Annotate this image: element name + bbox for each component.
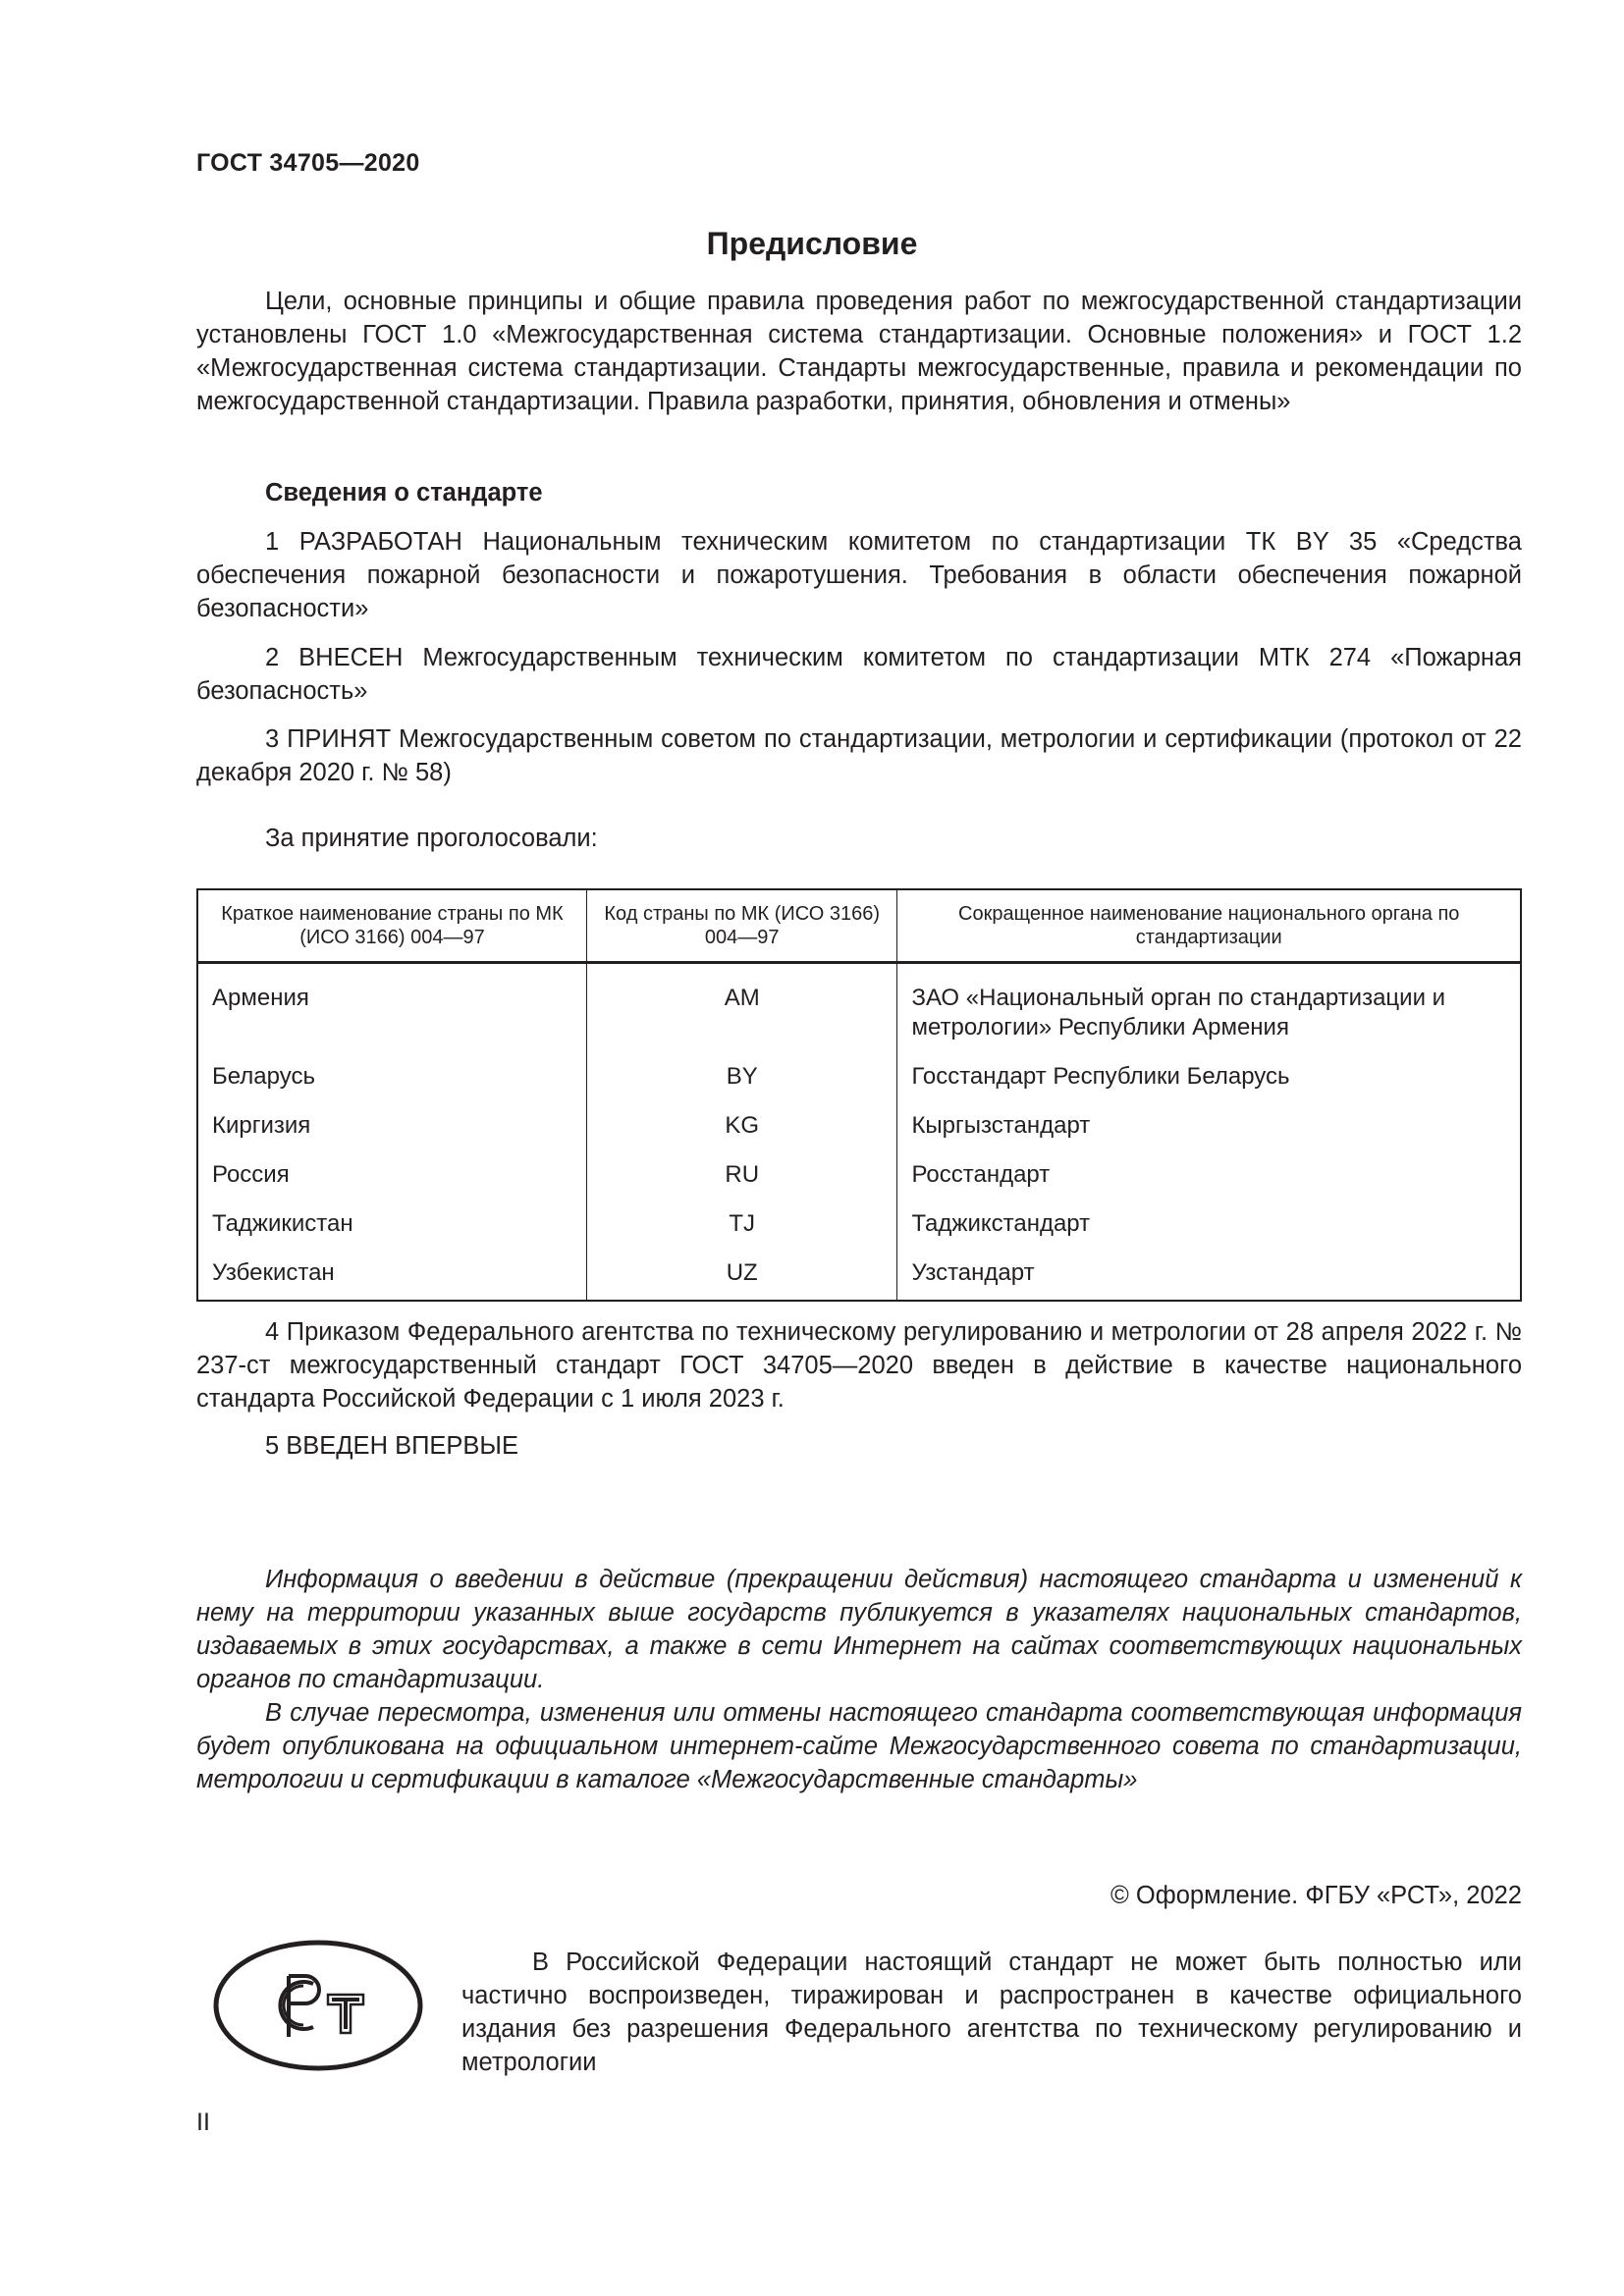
cell-country: Армения [197,963,586,1048]
intro-paragraph: Цели, основные принципы и общие правила проведения работ по межгосударственной стандартизации установлены ГОСТ 1.0 «Межгосударственная система стандартизации. Основные положения» и ГОСТ 1.2 «Межгосударственная система стандартизации. Стандарты межгосударственные, правила и рекомендации по межгосударственной стандартизации. Правила разработки, принятия, обновления и отмены» [196,288,1522,415]
vote-label: За принятие проголосовали: [265,825,598,852]
cell-country: Киргизия [197,1096,586,1146]
table-row [197,1195,1521,1244]
cell-body: ЗАО «Национальный орган по стандартизации и метрологии» Республики Армения [911,985,1446,1041]
table-row [197,1244,1521,1301]
table-row [197,1096,1521,1146]
table-row [197,1146,1521,1195]
rf-copyright-note: В Российской Федерации настоящий стандарт не может быть полностью или частично воспроизведен, тиражирован и распространен в качестве официального издания без разрешения Федерального агентства по техническому регулированию и метрологии [461,1949,1522,2076]
cell-code: RU [586,1146,896,1195]
section-title: Сведения о стандарте [265,479,543,507]
cell-code: AM [586,963,896,1048]
cell-body: Таджикстандарт [911,1210,1091,1237]
cell-body: Кыргызстандарт [911,1112,1091,1139]
info-paragraph-1: Информация о введении в действие (прекращении действия) настоящего стандарта и изменений к нему на территории указанных выше государств публикуется в указателях национальных стандартов, издаваемых в этих государствах, а также в сети Интернет на сайтах соответствующих национальных органов по стандартизации. [196,1566,1522,1693]
document-header: ГОСТ 34705—2020 [196,149,420,177]
item-1-paragraph: 1 РАЗРАБОТАН Национальным техническим комитетом по стандартизации ТК BY 35 «Средства обеспечения пожарной безопасности и пожаротушения. Требования в области обеспечения пожарной безопасности» [196,528,1522,622]
cell-code: BY [586,1047,896,1096]
item-4-paragraph: 4 Приказом Федерального агентства по техническому регулированию и метрологии от 28 апреля 2022 г. № 237-ст межгосударственный стандарт ГОСТ 34705—2020 введен в действие в качестве национального стандарта Российской Федерации с 1 июля 2023 г. [196,1318,1522,1413]
table-header-code: Код страны по МК (ИСО 3166) 004—97 [586,889,896,963]
cell-body: Узстандарт [911,1259,1035,1286]
page-number: II [196,2109,210,2136]
rst-logo-icon [212,1939,424,2072]
table-row [197,963,1521,1048]
copyright-notice: © Оформление. ФГБУ «РСТ», 2022 [1110,1882,1522,1909]
table-header-body: Сокращенное наименование национального органа по стандартизации [897,889,1521,963]
cell-country: Беларусь [197,1047,586,1096]
info-paragraph-2: В случае пересмотра, изменения или отмены настоящего стандарта соответствующая информация будет опубликована на официальном интернет-сайте Межгосударственного совета по стандартизации, метрологии и сертификации в каталоге «Межгосударственные стандарты» [196,1699,1522,1793]
table-row [197,1047,1521,1096]
cell-body: Росстандарт [911,1161,1051,1188]
item-5-paragraph: 5 ВВЕДЕН ВПЕРВЫЕ [265,1432,519,1460]
cell-country: Узбекистан [197,1244,586,1301]
table-header-row [197,889,1521,963]
cell-country: Россия [197,1146,586,1195]
cell-country: Таджикистан [197,1195,586,1244]
cell-code: KG [586,1096,896,1146]
item-2-paragraph: 2 ВНЕСЕН Межгосударственным техническим комитетом по стандартизации МТК 274 «Пожарная безопасность» [196,644,1522,705]
cell-body: Госстандарт Республики Беларусь [911,1063,1290,1090]
cell-code: UZ [586,1244,896,1301]
table-header-country: Краткое наименование страны по МК (ИСО 3166) 004—97 [197,889,586,963]
item-3-paragraph: 3 ПРИНЯТ Межгосударственным советом по стандартизации, метрологии и сертификации (протокол от 22 декабря 2020 г. № 58) [196,725,1522,786]
cell-code: TJ [586,1195,896,1244]
page-title: Предисловие [706,226,918,261]
countries-table [196,888,1522,1302]
